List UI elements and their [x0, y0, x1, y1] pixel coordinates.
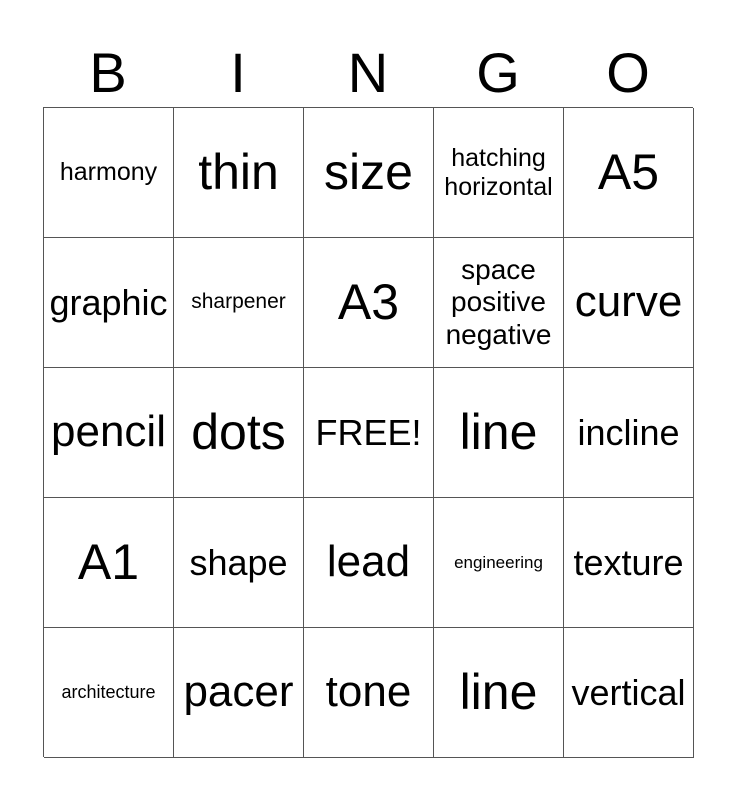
- bingo-cell-r1-c2[interactable]: [174, 108, 304, 238]
- header-letter-b: B: [89, 41, 127, 104]
- bingo-cell-r1-c1[interactable]: [44, 108, 174, 238]
- bingo-cell-r4-c2[interactable]: [174, 498, 304, 628]
- bingo-cell-r3-c3[interactable]: [304, 368, 434, 498]
- bingo-cell-r4-c1[interactable]: [44, 498, 174, 628]
- bingo-cell-r2-c3[interactable]: [304, 238, 434, 368]
- bingo-cell-r1-c4[interactable]: [434, 108, 564, 238]
- cell-text: pacer: [183, 667, 294, 717]
- cell-text: A5: [597, 143, 660, 200]
- header-letter-g: G: [476, 41, 520, 104]
- cell-text: A3: [337, 273, 400, 330]
- bingo-cell-r4-c4[interactable]: [434, 498, 564, 628]
- bingo-cell-r5-c1[interactable]: [44, 628, 174, 758]
- header-letter-i: I: [230, 41, 246, 104]
- cell-text: vertical: [571, 671, 686, 713]
- cell-text: incline: [577, 411, 680, 453]
- cell-text: sharpener: [191, 290, 286, 314]
- bingo-cell-r2-c1[interactable]: [44, 238, 174, 368]
- cell-text: line: [459, 663, 538, 720]
- cell-text: tone: [325, 667, 412, 717]
- cell-text: curve: [574, 277, 683, 327]
- bingo-cell-r3-c1[interactable]: [44, 368, 174, 498]
- bingo-cell-r5-c4[interactable]: [434, 628, 564, 758]
- bingo-cell-r3-c5[interactable]: [564, 368, 694, 498]
- cell-text: shape: [189, 541, 288, 583]
- cell-text: space positive negative: [445, 254, 552, 350]
- cell-text: size: [324, 143, 413, 200]
- bingo-cell-r5-c2[interactable]: [174, 628, 304, 758]
- bingo-cell-r1-c3[interactable]: [304, 108, 434, 238]
- bingo-header: [43, 40, 693, 106]
- cell-text: FREE!: [315, 411, 422, 453]
- bingo-cell-r2-c2[interactable]: [174, 238, 304, 368]
- cell-text: thin: [198, 143, 279, 200]
- cell-text: architecture: [61, 682, 156, 703]
- cell-text: pencil: [51, 407, 166, 457]
- bingo-cell-r4-c5[interactable]: [564, 498, 694, 628]
- bingo-cell-r3-c2[interactable]: [174, 368, 304, 498]
- bingo-cell-r1-c5[interactable]: [564, 108, 694, 238]
- bingo-cell-r2-c5[interactable]: [564, 238, 694, 368]
- cell-text: hatching horizontal: [444, 143, 553, 201]
- cell-text: A1: [77, 533, 140, 590]
- bingo-cell-r2-c4[interactable]: [434, 238, 564, 368]
- cell-text: line: [459, 403, 538, 460]
- bingo-cell-r5-c5[interactable]: [564, 628, 694, 758]
- cell-text: texture: [573, 541, 684, 583]
- cell-text: engineering: [454, 552, 543, 572]
- header-letter-o: O: [606, 41, 650, 104]
- cell-text: dots: [191, 403, 286, 460]
- header-letter-n: N: [347, 41, 389, 104]
- cell-text: harmony: [59, 158, 158, 187]
- bingo-board: [43, 107, 693, 757]
- bingo-cell-r3-c4[interactable]: [434, 368, 564, 498]
- cell-text: lead: [326, 537, 411, 587]
- cell-text: graphic: [49, 281, 168, 323]
- bingo-cell-r4-c3[interactable]: [304, 498, 434, 628]
- bingo-cell-r5-c3[interactable]: [304, 628, 434, 758]
